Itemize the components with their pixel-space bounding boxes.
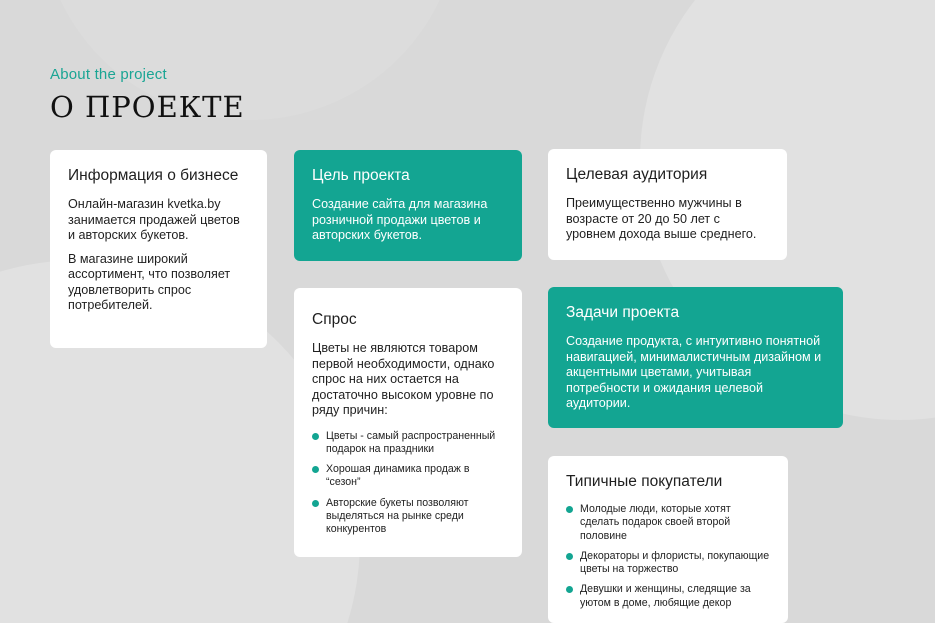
project-goal-card [294, 150, 522, 261]
project-tasks-card [548, 287, 843, 428]
card-text: Цветы не являются товаром первой необходимости, однако спрос на них остается на достаточно высоком уровне по ряду причин: [312, 341, 495, 417]
list-item-text: Девушки и женщины, следящие за уютом в доме, любящие декор [580, 583, 751, 609]
list-item-text: Молодые люди, которые хотят сделать подарок своей второй половине [580, 503, 731, 542]
card-title: Цель проекта [312, 167, 410, 184]
card-title: Целевая аудитория [566, 166, 708, 183]
list-item [566, 583, 770, 610]
card-title: Спрос [312, 311, 357, 328]
list-item [312, 497, 504, 537]
list-item [566, 503, 770, 543]
list-item [312, 463, 504, 490]
bullet-icon [566, 586, 573, 593]
demand-list [312, 430, 504, 537]
buyers-list [566, 503, 770, 610]
card-text: В магазине широкий ассортимент, что позволяет удовлетворить спрос потребителей. [68, 251, 231, 312]
page-subtitle: About the project [50, 66, 167, 83]
business-info-card [50, 150, 267, 348]
target-audience-card [548, 149, 787, 260]
list-item [312, 430, 504, 457]
typical-buyers-card [548, 456, 788, 623]
bullet-icon [566, 553, 573, 560]
card-title: Типичные покупатели [566, 473, 723, 490]
page-title: О ПРОЕКТЕ [50, 90, 245, 124]
card-title: Задачи проекта [566, 304, 680, 321]
list-item [566, 550, 770, 577]
bullet-icon [566, 506, 573, 513]
list-item-text: Цветы - самый распространенный подарок на праздники [326, 429, 496, 455]
card-text: Создание сайта для магазина розничной продажи цветов и авторских букетов. [312, 197, 488, 242]
card-text: Онлайн-магазин kvetka.by занимается продажей цветов и авторских букетов. [68, 197, 240, 242]
card-text: Преимущественно мужчины в возрасте от 20 до 50 лет с уровнем дохода выше среднего. [566, 196, 757, 241]
card-text: Создание продукта, с интуитивно понятной навигацией, минималистичным дизайном и акцентными цветами, учитывая потребности и ожидания целевой аудитории. [566, 334, 822, 410]
list-item-text: Хорошая динамика продаж в “сезон” [326, 463, 470, 489]
card-title: Информация о бизнесе [68, 167, 239, 184]
bullet-icon [312, 500, 319, 507]
list-item-text: Декораторы и флористы, покупающие цветы на торжество [580, 549, 770, 576]
bullet-icon [312, 466, 319, 473]
list-item-text: Авторские букеты позволяют выделяться на рынке среди конкурентов [326, 496, 469, 536]
bullet-icon [312, 433, 319, 440]
demand-card [294, 288, 522, 557]
